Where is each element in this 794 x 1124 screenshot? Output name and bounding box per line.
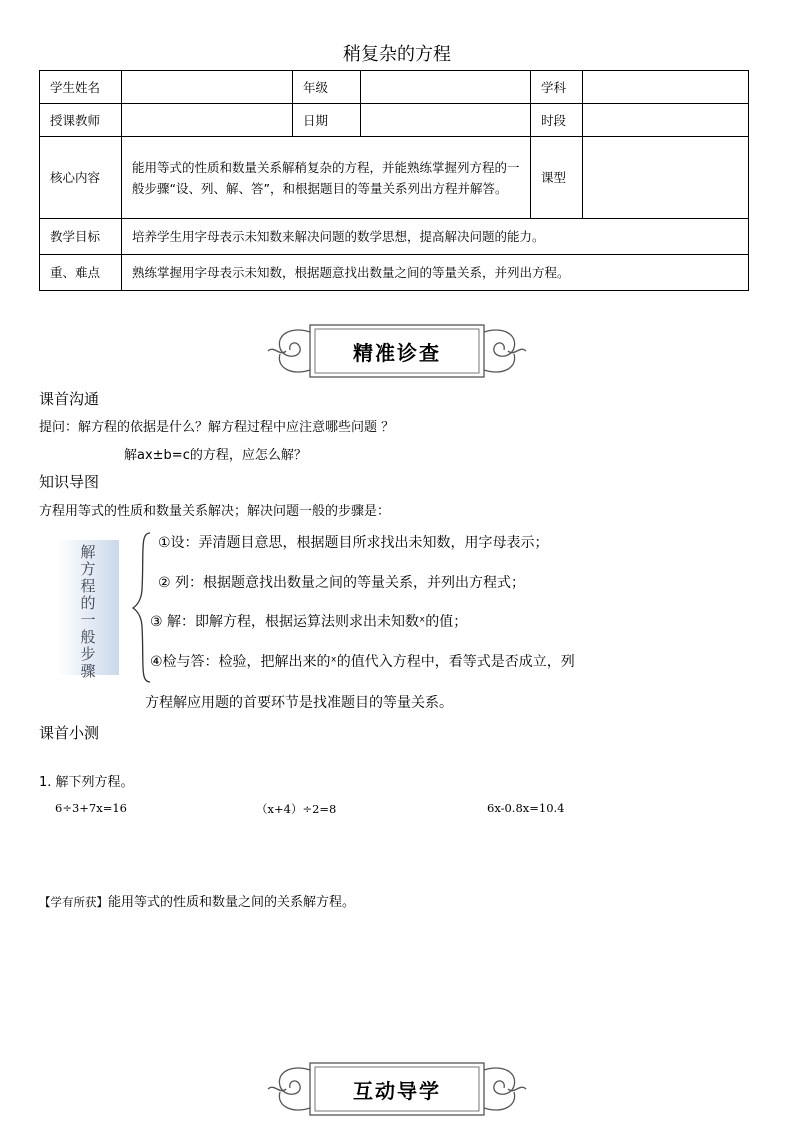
question-text: 提问：解方程的依据是什么？解方程过程中应注意哪些问题 ？ — [39, 420, 395, 435]
vertical-label — [57, 544, 119, 680]
section-banner-diagnosis — [262, 320, 532, 382]
period-label: 时段 — [531, 104, 583, 137]
question-text-2: 解ax±b=c的方程，应怎么解？ — [124, 448, 307, 463]
vertical-label-char: 程 — [80, 577, 96, 595]
student-name-label: 学生姓名 — [40, 71, 122, 104]
gain-line — [39, 891, 355, 910]
heading-quiz: 课首小测 — [39, 724, 100, 742]
teacher-value — [122, 104, 293, 137]
heading-class-opening: 课首沟通 — [39, 390, 100, 408]
key-note: 方程解应用题的首要环节是找准题目的等量关系。 — [145, 695, 453, 711]
quiz-question-1: 1. 解下列方程。 — [39, 775, 134, 790]
vertical-label-char: 方 — [80, 560, 96, 578]
grade-value — [361, 71, 531, 104]
core-content: 能用等式的性质和数量关系解稍复杂的方程，并能熟练掌握列方程的一般步骤“设、列、解、答”，和根据题目的等量关系列出方程并解答。 — [122, 137, 531, 219]
info-table — [39, 70, 749, 291]
vertical-label-char: 般 — [80, 628, 96, 646]
date-label: 日期 — [293, 104, 361, 137]
core-label: 核心内容 — [40, 137, 122, 219]
grade-label: 年级 — [293, 71, 361, 104]
period-value — [583, 104, 749, 137]
equation-3: 6x-0.8x=10.4 — [487, 801, 565, 815]
vertical-label-box — [57, 540, 119, 680]
step-1: ①设：弄清题目意思，根据题目所求找出未知数，用字母表示； — [158, 535, 549, 551]
equation-2: （x+4）÷2=8 — [256, 802, 337, 816]
goal-label: 教学目标 — [40, 219, 122, 255]
gain-text: 能用等式的性质和数量之间的关系解方程。 — [108, 895, 356, 910]
banner-title: 互动导学 — [353, 1078, 441, 1103]
subject-value — [583, 71, 749, 104]
subject-label: 学科 — [531, 71, 583, 104]
vertical-label-char: 一 — [80, 611, 96, 629]
vertical-label-char: 步 — [80, 645, 96, 663]
teacher-label: 授课教师 — [40, 104, 122, 137]
goal-content: 培养学生用字母表示未知数来解决问题的数学思想，提高解决问题的能力。 — [122, 219, 749, 255]
gain-label: 【学有所获】 — [39, 895, 108, 909]
type-value — [583, 137, 749, 219]
equation-1: 6÷3+7x=16 — [55, 801, 127, 815]
vertical-label-char: 的 — [80, 594, 96, 612]
key-content: 熟练掌握用字母表示未知数，根据题意找出数量之间的等量关系，并列出方程。 — [122, 255, 749, 291]
type-label: 课型 — [531, 137, 583, 219]
vertical-label-char: 骤 — [80, 662, 96, 680]
step-3: ③ 解：即解方程，根据运算法则求出未知数ˣ的值； — [150, 614, 468, 630]
page-title: 稍复杂的方程 — [343, 44, 451, 65]
intro-text: 方程用等式的性质和数量关系解决；解决问题一般的步骤是： — [39, 504, 391, 519]
banner-title: 精准诊查 — [353, 340, 441, 365]
vertical-label-char: 解 — [80, 543, 96, 561]
date-value — [361, 104, 531, 137]
step-2: ② 列：根据题意找出数量之间的等量关系，并列出方程式； — [158, 575, 525, 591]
section-banner-interactive — [262, 1058, 532, 1120]
heading-knowledge-map: 知识导图 — [39, 473, 100, 491]
key-label: 重、难点 — [40, 255, 122, 291]
student-name-value — [122, 71, 293, 104]
step-4: ④检与答：检验，把解出来的ˣ的值代入方程中，看等式是否成立，列 — [150, 654, 575, 670]
